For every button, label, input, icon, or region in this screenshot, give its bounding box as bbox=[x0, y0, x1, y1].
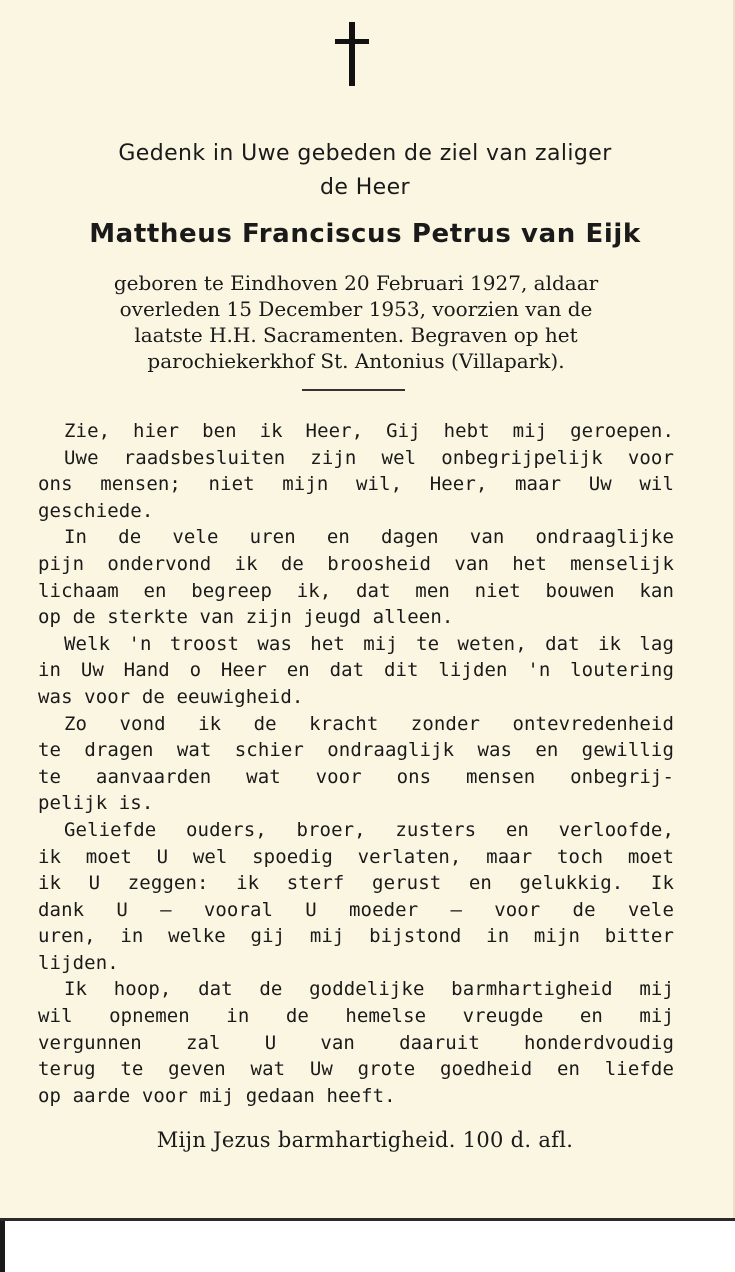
text-line: Geliefde ouders, broer, zusters en verloofde, bbox=[64, 818, 674, 841]
text-line: Uwe raadsbesluiten zijn wel onbegrijpelijk voor bbox=[64, 446, 674, 469]
text-line: op aarde voor mij gedaan heeft. bbox=[38, 1084, 396, 1107]
text-line: geschiede. bbox=[38, 499, 154, 522]
card-bottom-edge bbox=[0, 1218, 735, 1221]
text-line: Ik hoop, dat de goddelijke barmhartigheid mij bbox=[64, 978, 674, 1001]
text-line: Zo vond ik de kracht zonder ontevredenheid bbox=[64, 712, 674, 735]
indulgence-prayer: Mijn Jezus barmhartigheid. 100 d. afl. bbox=[156, 1128, 574, 1152]
text-line: te dragen wat schier ondraaglijk was en gewillig bbox=[38, 739, 674, 762]
text-line: lijden. bbox=[38, 951, 119, 974]
text-line: Zie, hier ben ik Heer, Gij hebt mij geroepen. bbox=[64, 420, 674, 442]
text-line: op de sterkte van zijn jeugd alleen. bbox=[38, 606, 454, 629]
details-line: geboren te Eindhoven 20 Februari 1927, aldaar bbox=[113, 271, 599, 295]
details-line: laatste H.H. Sacramenten. Begraven op het bbox=[134, 323, 578, 347]
intro-line-2: de Heer bbox=[320, 175, 410, 200]
deceased-name: Mattheus Franciscus Petrus van Eijk bbox=[89, 219, 641, 249]
text-line: pelijk is. bbox=[38, 792, 154, 815]
text-line: te aanvaarden wat voor ons mensen onbegrij- bbox=[38, 765, 674, 788]
intro-line-1: Gedenk in Uwe gebeden de ziel van zaliger bbox=[118, 141, 612, 166]
text-line: uren, in welke gij mij bijstond in mijn bitter bbox=[38, 925, 674, 948]
text-line: terug te geven wat Uw grote goedheid en liefde bbox=[38, 1058, 674, 1081]
text-line: wil opnemen in de hemelse vreugde en mij bbox=[38, 1005, 674, 1028]
details-line: overleden 15 December 1953, voorzien van de bbox=[119, 297, 593, 321]
text-line: pijn ondervond ik de broosheid van het menselijk bbox=[38, 552, 674, 575]
memorial-text bbox=[38, 418, 674, 1109]
cross-icon bbox=[335, 22, 369, 86]
text-line: ik moet U wel spoedig verlaten, maar toch moet bbox=[38, 845, 674, 868]
text-line: vergunnen zal U van daaruit honderdvoudig bbox=[38, 1031, 674, 1054]
divider bbox=[302, 389, 405, 391]
text-line: In de vele uren en dagen van ondraaglijke bbox=[64, 526, 674, 549]
text-line: ons mensen; niet mijn wil, Heer, maar Uw wil bbox=[38, 473, 674, 496]
details-line: parochiekerkhof St. Antonius (Villapark). bbox=[147, 349, 565, 373]
card-left-edge bbox=[0, 1221, 5, 1272]
text-line: in Uw Hand o Heer en dat dit lijden 'n loutering bbox=[38, 659, 674, 682]
text-line: Welk 'n troost was het mij te weten, dat ik lag bbox=[64, 632, 674, 655]
text-line: was voor de eeuwigheid. bbox=[38, 685, 304, 708]
text-line: ik U zeggen: ik sterf gerust en gelukkig. Ik bbox=[38, 872, 674, 895]
text-line: dank U — vooral U moeder — voor de vele bbox=[38, 898, 674, 921]
biographical-details bbox=[38, 270, 674, 374]
text-line: lichaam en begreep ik, dat men niet bouwen kan bbox=[38, 579, 674, 602]
